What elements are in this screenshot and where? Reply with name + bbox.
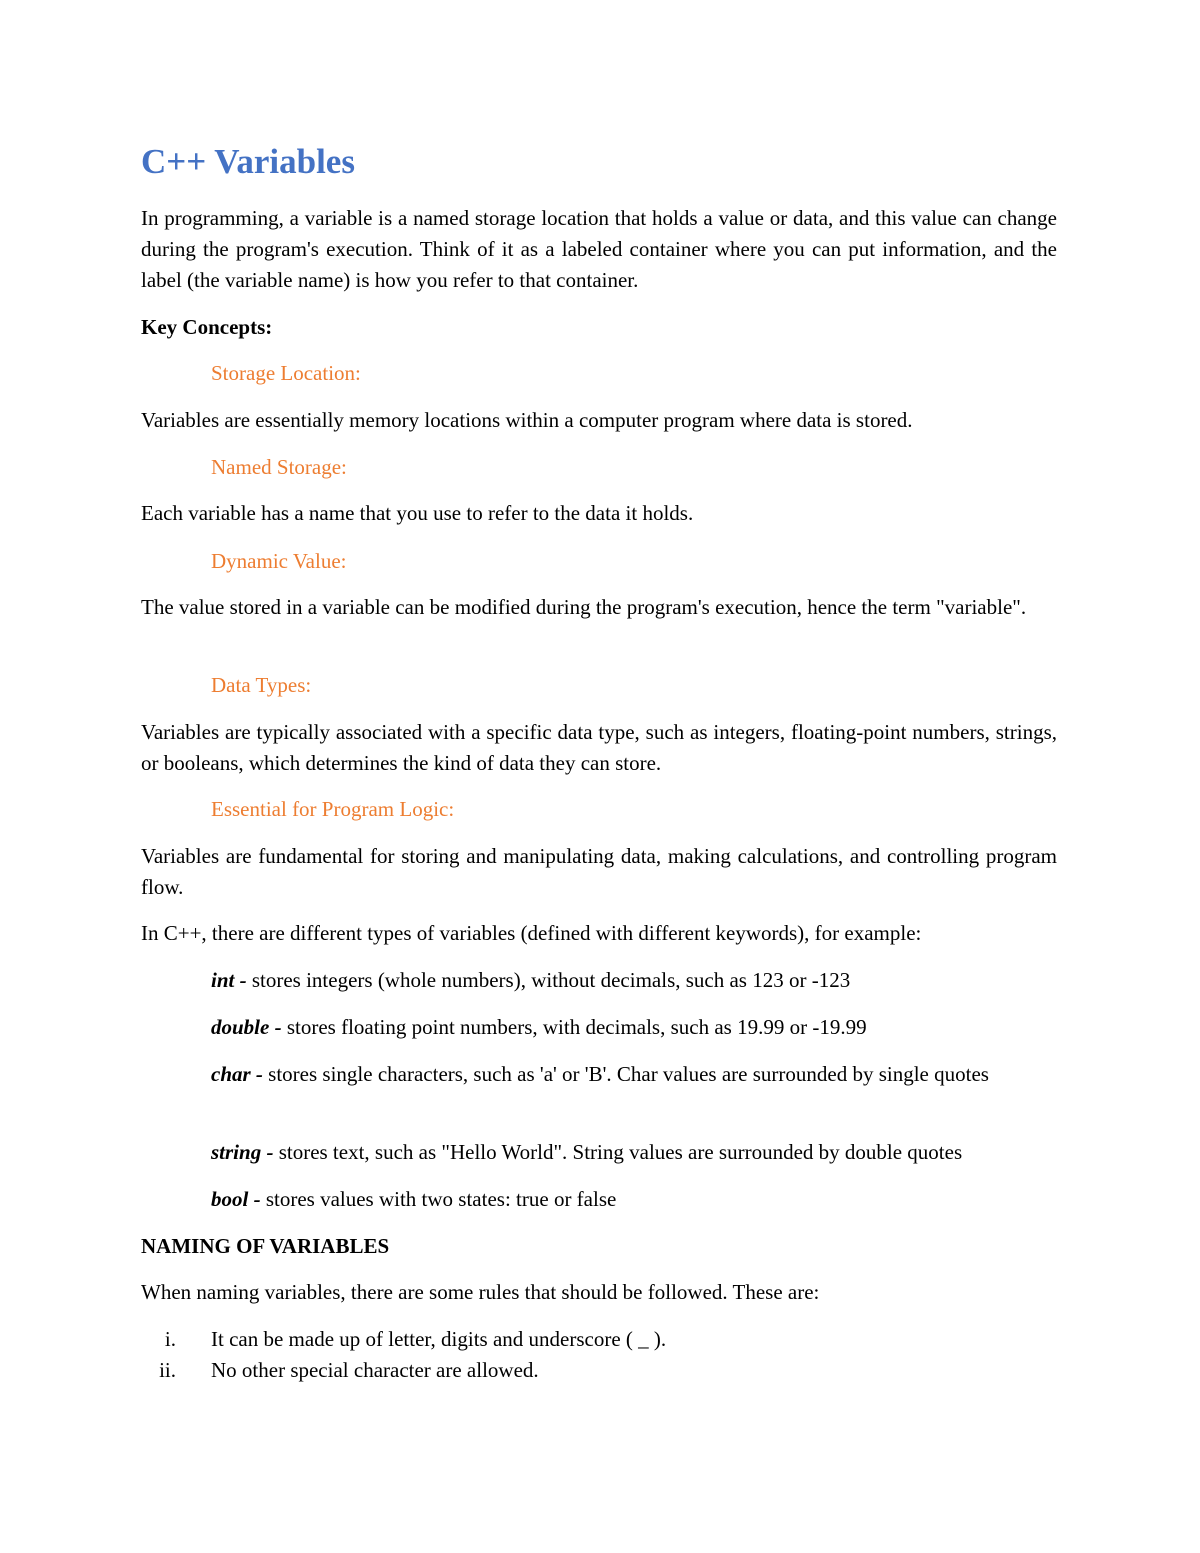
concept-heading-storage-location: Storage Location: xyxy=(211,361,361,385)
type-description: stores single characters, such as 'a' or 'B'. Char values are surrounded by single quotes xyxy=(262,1062,989,1086)
naming-heading: NAMING OF VARIABLES xyxy=(141,1234,390,1258)
naming-rule-item xyxy=(141,1355,1057,1386)
list-number: i. xyxy=(164,1327,176,1351)
types-intro: In C++, there are different types of variables (defined with different keywords), for example: xyxy=(141,921,922,945)
list-number: ii. xyxy=(159,1358,176,1382)
list-text: No other special character are allowed. xyxy=(211,1358,539,1382)
type-item-char xyxy=(211,1059,1057,1090)
type-keyword: double - xyxy=(211,1015,282,1039)
naming-rule-item xyxy=(141,1324,1057,1355)
concept-text-program-logic: Variables are fundamental for storing and manipulating data, making calculations, and controlling program flow. xyxy=(141,844,1057,899)
concept-text-dynamic-value: The value stored in a variable can be modified during the program's execution, hence the term "variable". xyxy=(141,595,1027,619)
concept-heading-named-storage: Named Storage: xyxy=(211,455,347,479)
page-title: C++ Variables xyxy=(141,142,355,181)
list-text: It can be made up of letter, digits and underscore ( _ ). xyxy=(211,1327,667,1351)
type-keyword: int - xyxy=(211,968,247,992)
concept-text-named-storage: Each variable has a name that you use to refer to the data it holds. xyxy=(141,501,694,525)
type-keyword: string - xyxy=(211,1140,274,1164)
concept-heading-program-logic: Essential for Program Logic: xyxy=(211,797,455,821)
type-item-string xyxy=(211,1137,1057,1168)
type-description: stores values with two states: true or false xyxy=(260,1187,617,1211)
concept-heading-data-types: Data Types: xyxy=(211,673,312,697)
type-keyword: char - xyxy=(211,1062,263,1086)
type-item-int xyxy=(211,965,1057,996)
naming-intro: When naming variables, there are some rules that should be followed. These are: xyxy=(141,1280,820,1304)
key-concepts-heading: Key Concepts: xyxy=(141,315,273,339)
concept-text-data-types: Variables are typically associated with a specific data type, such as integers, floating-point numbers, strings, or booleans, which determines the kind of data they can store. xyxy=(141,720,1057,775)
type-item-double xyxy=(211,1012,1057,1043)
type-description: stores integers (whole numbers), without decimals, such as 123 or -123 xyxy=(246,968,851,992)
concept-heading-dynamic-value: Dynamic Value: xyxy=(211,549,347,573)
type-keyword: bool - xyxy=(211,1187,261,1211)
concept-text-storage-location: Variables are essentially memory locations within a computer program where data is stored. xyxy=(141,408,913,432)
type-item-bool xyxy=(211,1184,1057,1215)
intro-paragraph: In programming, a variable is a named storage location that holds a value or data, and this value can change during the program's execution. Think of it as a labeled container where you can put information, and the label (the variable name) is how you refer to that container. xyxy=(141,206,1057,292)
type-description: stores floating point numbers, with decimals, such as 19.99 or -19.99 xyxy=(281,1015,867,1039)
type-description: stores text, such as "Hello World". String values are surrounded by double quotes xyxy=(273,1140,963,1164)
